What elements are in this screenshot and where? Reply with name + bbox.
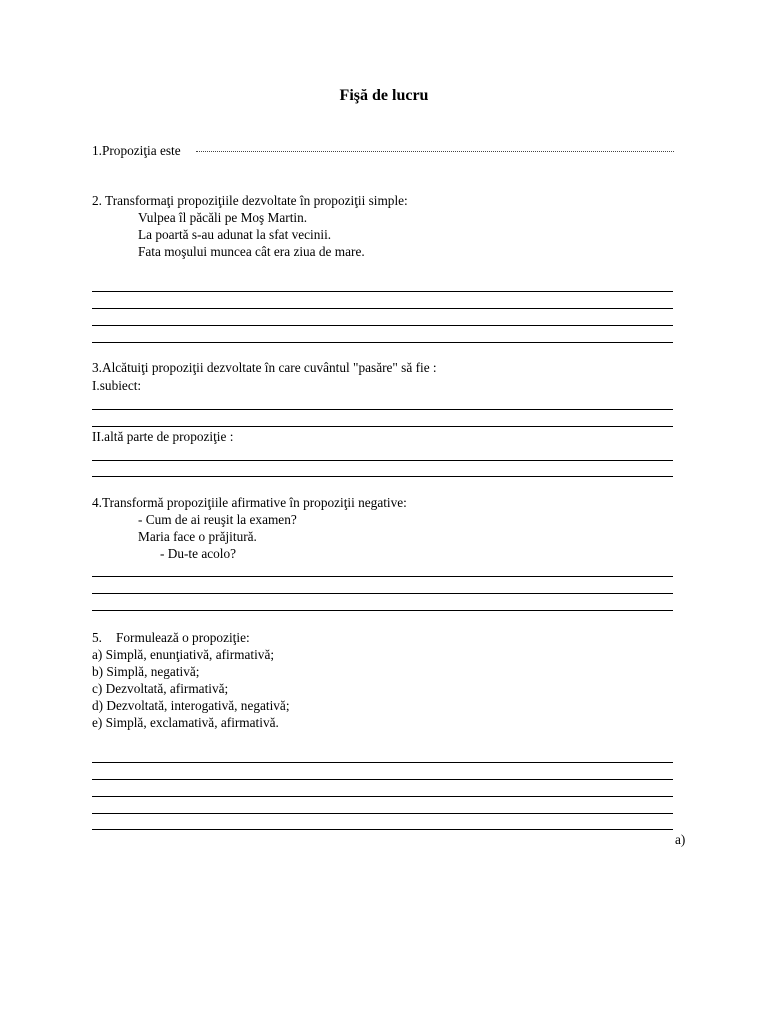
q2-prompt: 2. Transformaţi propoziţiile dezvoltate în propoziţii simple: (92, 193, 408, 208)
q2-answer-line (92, 342, 673, 343)
footer-mark: a) (675, 832, 686, 847)
q4-answer-line (92, 576, 673, 577)
page-title: Fişă de lucru (339, 87, 429, 104)
q3-part1-answer-line (92, 409, 673, 410)
q3-prompt: 3.Alcătuiţi propoziţii dezvoltate în care cuvântul "pasăre" să fie : (92, 360, 437, 375)
q2-answer-line (92, 291, 673, 292)
q2-sentence-1: Vulpea îl păcăli pe Moş Martin. (138, 210, 308, 225)
q5-option-e: e) Simplă, exclamativă, afirmativă. (92, 715, 279, 730)
q5-option-b: b) Simplă, negativă; (92, 664, 200, 679)
q5-answer-line (92, 796, 673, 797)
q5-prompt: Formulează o propoziţie: (116, 630, 250, 645)
q5-answer-line (92, 762, 673, 763)
q5-number: 5. (92, 630, 102, 645)
q2-answer-line (92, 308, 673, 309)
q3-part1-label: I.subiect: (92, 378, 142, 393)
q2-sentence-3: Fata moşului muncea cât era ziua de mare. (138, 244, 365, 259)
q3-part2-answer-line (92, 460, 673, 461)
q1-text: 1.Propoziţia este (92, 143, 181, 158)
q4-answer-line (92, 610, 673, 611)
q5-answer-line (92, 829, 673, 830)
q4-sentence-3: - Du-te acolo? (160, 546, 237, 561)
q4-answer-line (92, 593, 673, 594)
q5-option-c: c) Dezvoltată, afirmativă; (92, 681, 229, 696)
q3-part1-answer-line (92, 426, 673, 427)
q4-sentence-1: - Cum de ai reuşit la examen? (138, 512, 297, 527)
q4-prompt: 4.Transformă propoziţiile afirmative în propoziţii negative: (92, 495, 407, 510)
q5-answer-line (92, 813, 673, 814)
q2-sentence-2: La poartă s-au adunat la sfat vecinii. (138, 227, 332, 242)
q5-option-d: d) Dezvoltată, interogativă, negativă; (92, 698, 290, 713)
q3-part2-label: II.altă parte de propoziţie : (92, 429, 234, 444)
q4-sentence-2: Maria face o prăjitură. (138, 529, 257, 544)
q5-option-a: a) Simplă, enunţiativă, afirmativă; (92, 647, 275, 662)
q3-part2-answer-line (92, 476, 673, 477)
q1-answer-dotted-line (196, 151, 674, 152)
q2-answer-line (92, 325, 673, 326)
q5-answer-line (92, 779, 673, 780)
